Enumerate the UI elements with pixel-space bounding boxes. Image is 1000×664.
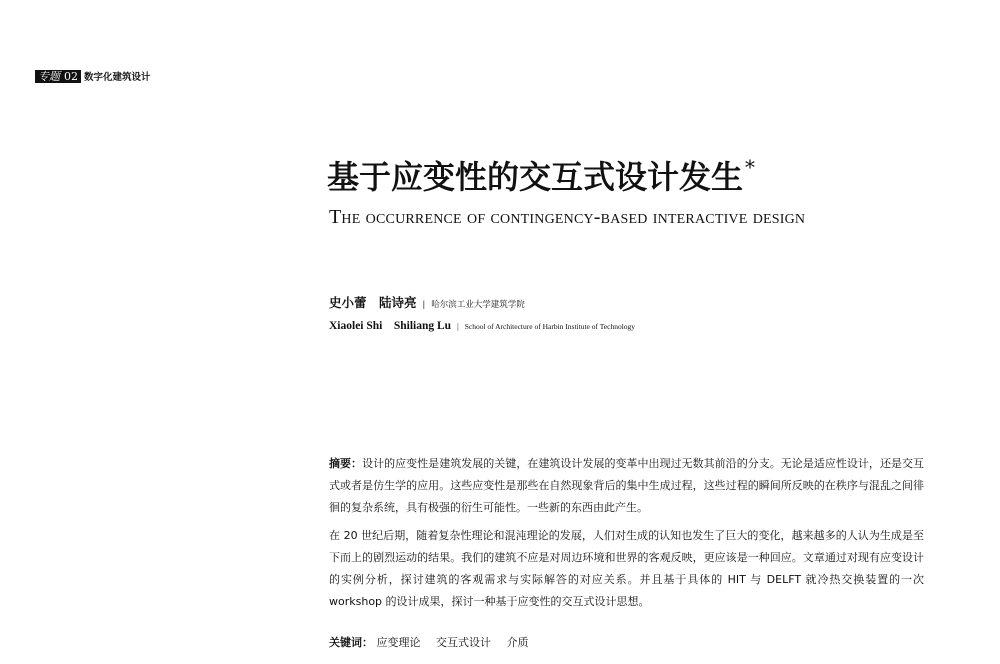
keywords — [329, 632, 541, 654]
abstract-paragraph-1 — [329, 453, 924, 519]
section-tag — [35, 70, 81, 83]
keywords-label: 关键词： — [329, 636, 373, 649]
section-tag-text: 专题 — [38, 69, 60, 83]
keyword-item: 介质 — [506, 636, 529, 649]
section-label: 数字化建筑设计 — [84, 72, 151, 83]
abstract-label: 摘要： — [329, 457, 363, 470]
author-affiliation-zh: 哈尔滨工业大学建筑学院 — [431, 300, 525, 310]
authors-en — [329, 317, 635, 333]
author-separator-en: | — [457, 322, 459, 331]
section-header — [35, 69, 151, 83]
keyword-item: 交互式设计 — [436, 636, 491, 649]
abstract-paragraph-1-text: 设计的应变性是建筑发展的关键，在建筑设计发展的变革中出现过无数其前沿的分支。无论是适应性设计，还是交互式或者是仿生学的应用。这些应变性是那些在自然现象背后的集中生成过程，这些过程的瞬间所反映的在秩序与混乱之间徘徊的复杂系统，具有极强的衍生可能性。一些新的东西由此产生。 — [329, 457, 925, 514]
section-tag-number: 02 — [64, 69, 78, 83]
paper-title-zh — [327, 147, 755, 197]
author-names-en: Xiaolei Shi Shiliang Lu — [329, 320, 452, 332]
paper-title-zh-text: 基于应变性的交互式设计发生 — [327, 158, 744, 196]
paper-title-en: The occurrence of contingency-based interactive design — [329, 206, 806, 228]
author-names-zh: 史小蕾 陆诗亮 — [329, 295, 417, 310]
author-affiliation-en: School of Architecture of Harbin Institute of Technology — [464, 322, 636, 331]
author-separator-zh: | — [422, 300, 426, 309]
title-footnote-asterisk: * — [745, 155, 756, 179]
authors-zh — [329, 293, 525, 311]
abstract-paragraph-2: 在 20 世纪后期，随着复杂性理论和混沌理论的发展，人们对生成的认知也发生了巨大的变化，越来越多的人认为生成是至下而上的剧烈运动的结果。我们的建筑不应是对周边环境和世界的客观反映，更应该是一种回应。文章通过对现有应变设计的实例分析，探讨建筑的客观需求与实际解答的对应关系。并且基于具体的 HIT 与 DELFT 就冷热交换装置的一次 workshop 的设计成果，探讨一种基于应变性的交互式设计思想。 — [329, 529, 924, 608]
abstract — [329, 453, 924, 619]
keyword-item: 应变理论 — [376, 636, 421, 649]
